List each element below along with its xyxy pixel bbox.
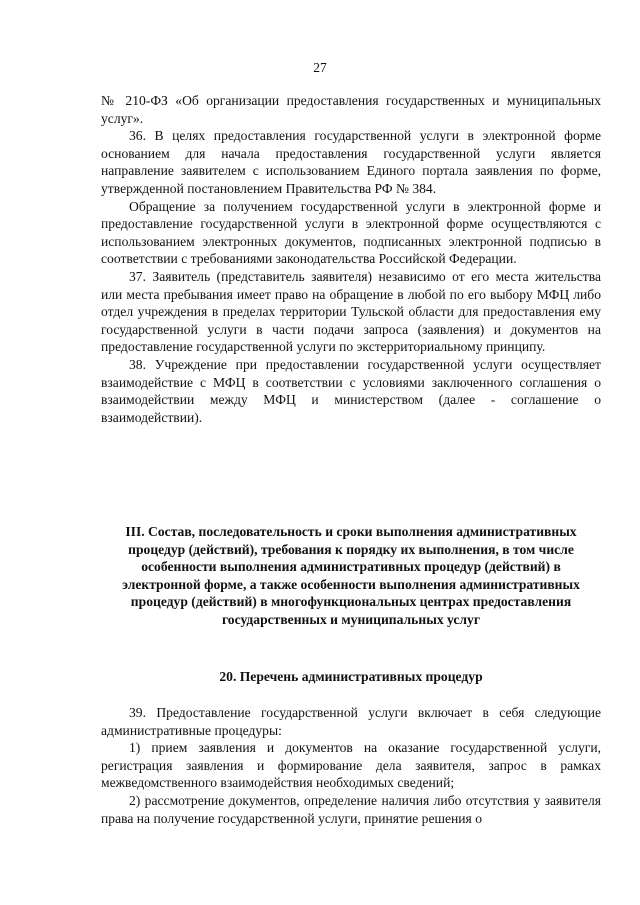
paragraph-law-reference: № 210-ФЗ «Об организации предоставления государственных и муниципальных услуг». [101,93,601,126]
section-heading: III. Состав, последовательность и сроки выполнения административных процедур (действий), требования к порядку их выполнения, в том числе особенности выполнения административных процедур (действий) в электронной форме, а также особенности выполнения административных процедур (действий) в многофункциональных центрах предоставления государственных и муниципальных услуг [122,524,580,627]
list-item-1: 1) прием заявления и документов на оказание государственной услуги, регистрация заявления и формирование дела заявителя, запрос в рамках межведомственного взаимодействия необходимых сведений; [101,740,601,791]
paragraph-37: 37. Заявитель (представитель заявителя) независимо от его места жительства или места пребывания имеет право на обращение в любой по его выбору МФЦ либо отдел учреждения в пределах территории Тульской области для предоставления ему государственной услуги в части подачи запроса (заявления) и документов на предоставление государственной услуги по экстерриториальному принципу. [101,268,601,355]
paragraph-36: 36. В целях предоставления государственной услуги в электронной форме основанием для начала предоставления государственной услуги является направление заявителем с использованием Единого портала заявления по форме, утвержденной постановлением Правительства РФ № 384. [101,128,601,196]
sub-heading: 20. Перечень административных процедур [219,669,483,684]
page-number: 27 [313,60,327,75]
body-text-bottom [101,704,601,827]
paragraph-electronic-request: Обращение за получением государственной услуги в электронной форме и предоставление государственной услуги в электронной форме осуществляются с использованием электронных документов, подписанных электронной подписью в соответствии с требованиями законодательства Российской Федерации. [101,198,601,267]
paragraph-39: 39. Предоставление государственной услуги включает в себя следующие административные процедуры: [101,705,601,738]
paragraph-38: 38. Учреждение при предоставлении государственной услуги осуществляет взаимодействие с МФЦ в соответствии с условиями заключенного соглашения о взаимодействии между МФЦ и министерством (далее - соглашение о взаимодействии). [101,356,601,425]
list-item-2: 2) рассмотрение документов, определение наличия либо отсутствия у заявителя права на получение государственной услуги, принятие решения о [101,792,601,826]
body-text-top [101,92,601,426]
